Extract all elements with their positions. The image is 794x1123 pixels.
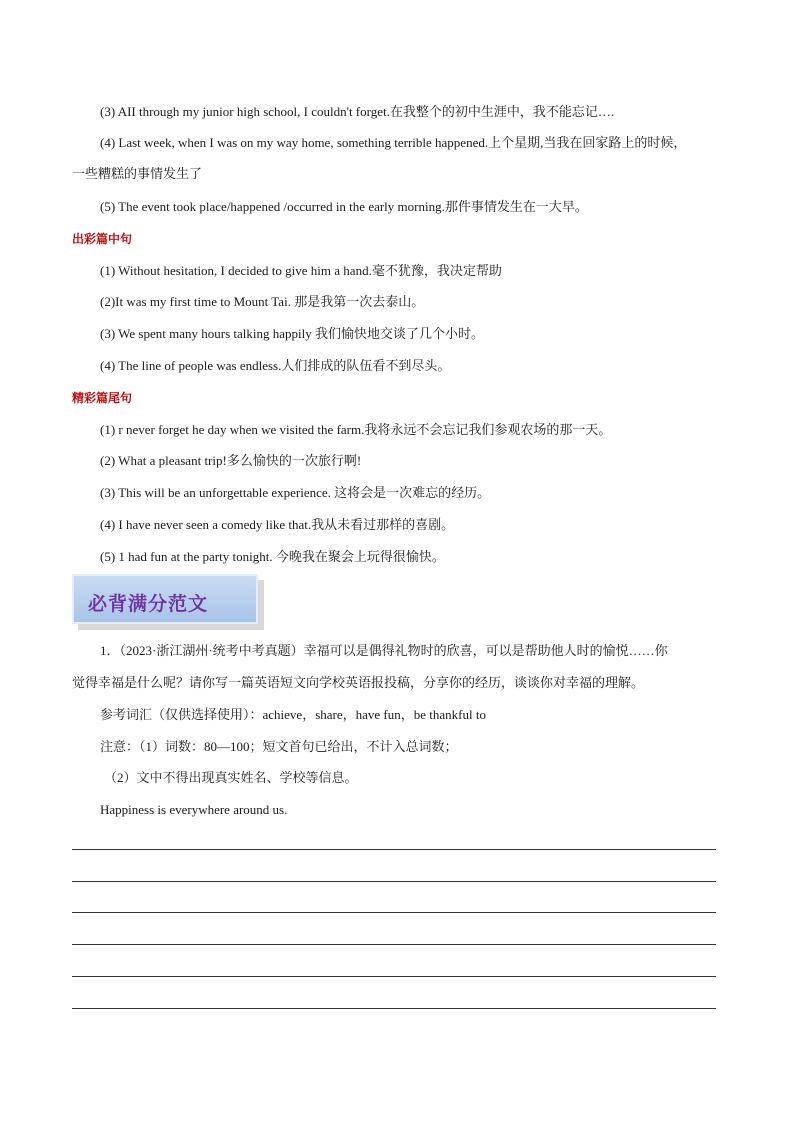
task-prompt-line-1: 1．（2023·浙江湖州·统考中考真题）幸福可以是偶得礼物时的欣喜，可以是帮助他人时的愉悦……你 <box>100 643 668 658</box>
section-heading-middle: 出彩篇中句 <box>72 232 133 246</box>
sentence-4-continued: 一些糟糕的事情发生了 <box>72 166 203 181</box>
answer-line[interactable] <box>72 944 716 945</box>
ending-sentence-2: (2) What a pleasant trip!多么愉快的一次旅行啊! <box>100 453 362 468</box>
answer-line[interactable] <box>72 912 716 913</box>
task-note-2: （2）文中不得出现真实姓名、学校等信息。 <box>104 770 358 785</box>
middle-sentence-3: (3) We spent many hours talking happily 我们愉快地交谈了几个小时。 <box>100 326 484 341</box>
answer-line[interactable] <box>72 976 716 977</box>
answer-line[interactable] <box>72 849 716 850</box>
section-banner <box>72 574 264 630</box>
task-note-1: 注意：（1）词数：80—100；短文首句已给出，不计入总词数； <box>100 739 458 754</box>
banner-title: 必背满分范文 <box>88 593 209 615</box>
ending-sentence-4: (4) I have never seen a comedy like that.我从未看过那样的喜剧。 <box>100 517 455 532</box>
task-prompt-line-2: 觉得幸福是什么呢？请你写一篇英语短文向学校英语报投稿，分享你的经历，谈谈你对幸福的理解。 <box>72 675 645 690</box>
ending-sentence-5: (5) 1 had fun at the party tonight. 今晚我在聚会上玩得很愉快。 <box>100 549 445 564</box>
middle-sentence-1: (1) Without hesitation, I decided to give him a hand.毫不犹豫，我决定帮助 <box>100 263 502 278</box>
middle-sentence-4: (4) The line of people was endless.人们排成的队伍看不到尽头。 <box>100 358 451 373</box>
sentence-5: (5) The event took place/happened /occurred in the early morning.那件事情发生在一大早。 <box>100 199 588 214</box>
ending-sentence-1: (1) r never forget he day when we visited the farm.我将永远不会忘记我们参观农场的那一天。 <box>100 422 612 437</box>
essay-first-sentence: Happiness is everywhere around us. <box>100 802 288 817</box>
ending-sentence-3: (3) This will be an unforgettable experience. 这将会是一次难忘的经历。 <box>100 485 491 500</box>
answer-line[interactable] <box>72 881 716 882</box>
banner-box <box>72 574 258 624</box>
middle-sentence-2: (2)It was my first time to Mount Tai. 那是我第一次去泰山。 <box>100 294 425 309</box>
section-heading-ending: 精彩篇尾句 <box>72 391 133 405</box>
task-vocab: 参考词汇（仅供选择使用）：achieve，share，have fun，be thankful to <box>100 707 486 722</box>
sentence-4: (4) Last week, when I was on my way home, something terrible happened.上个星期,当我在回家路上的时候， <box>100 135 687 150</box>
answer-line[interactable] <box>72 1008 716 1009</box>
sentence-3: (3) AII through my junior high school, I couldn't forget.在我整个的初中生涯中，我不能忘记…. <box>100 104 615 119</box>
